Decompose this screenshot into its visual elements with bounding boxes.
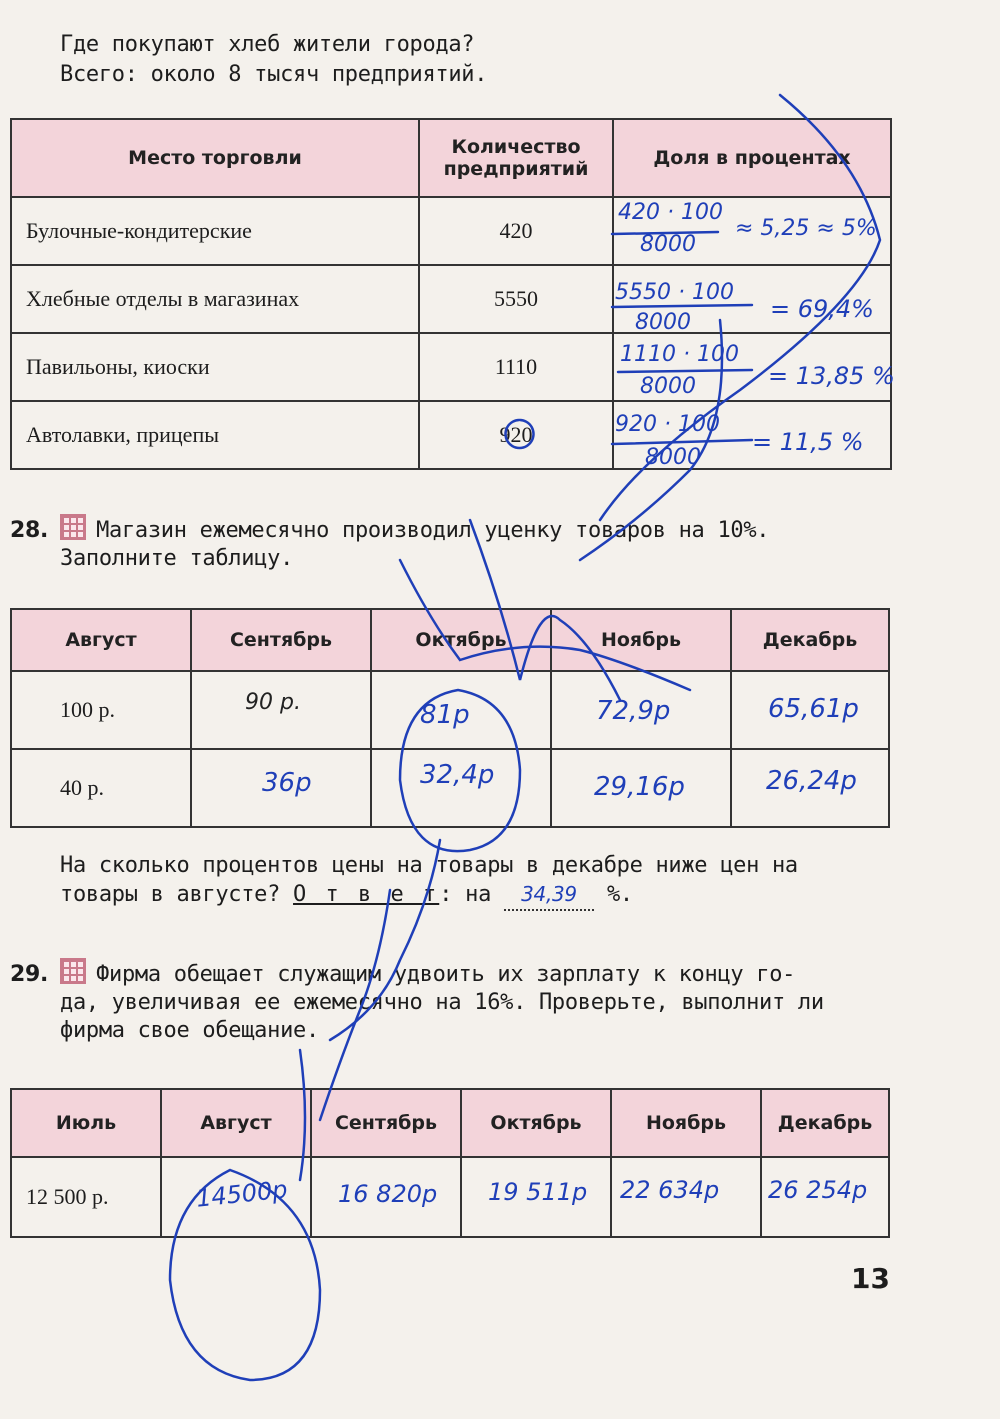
price-cell: 40 р.: [11, 749, 191, 827]
intro-question: Где покупают хлеб жители города?: [60, 32, 475, 57]
hw-salary: 16 820р: [338, 1180, 438, 1208]
hw-price: 29,16р: [594, 772, 685, 802]
header-count: Количество предприятий: [419, 119, 613, 197]
hw-price: 36р: [262, 768, 312, 798]
hw-salary: 22 634р: [620, 1176, 720, 1204]
hw-fraction-den: 8000: [645, 445, 701, 470]
circle-mark: [400, 690, 520, 851]
hw-fraction-num: 920 · 100: [615, 412, 720, 437]
task-text: да, увеличивая ее ежемесячно на 16%. Проверьте, выполнит ли: [60, 990, 824, 1015]
question-text: На сколько процентов цены на товары в декабре ниже цен на: [60, 853, 798, 878]
place-cell: Павильоны, киоски: [11, 333, 419, 401]
answer-prefix: : на: [439, 882, 492, 907]
hw-fraction-num: 5550 · 100: [615, 280, 734, 305]
fraction-bar: [618, 370, 752, 372]
page-number: 13: [851, 1262, 890, 1295]
task-text: фирма свое обещание.: [60, 1018, 319, 1043]
hw-price: 90 р.: [245, 690, 301, 715]
scribble-line: [300, 1050, 305, 1180]
hw-salary: 14500р: [194, 1175, 289, 1213]
hw-price: 65,61р: [768, 694, 859, 724]
place-cell: Булочные-кондитерские: [11, 197, 419, 265]
hw-fraction-result: = 13,85 %: [768, 362, 895, 390]
intro-total: Всего: около 8 тысяч предприятий.: [60, 62, 488, 87]
hw-fraction-den: 8000: [635, 310, 691, 335]
hw-price: 32,4р: [420, 760, 495, 790]
hw-fraction-den: 8000: [640, 232, 696, 257]
place-cell: Автолавки, прицепы: [11, 401, 419, 469]
header-month: Сентябрь: [191, 609, 371, 671]
hw-price: 72,9р: [596, 696, 671, 726]
header-place: Место торговли: [11, 119, 419, 197]
header-month: Декабрь: [761, 1089, 889, 1157]
question-text: товары в августе?: [60, 882, 281, 907]
hw-fraction-result: = 11,5 %: [752, 428, 864, 456]
task-number: 29.: [10, 962, 49, 987]
circle-mark: [170, 1170, 320, 1380]
count-cell: 420: [419, 197, 613, 265]
answer-label: О т в е т: [293, 882, 440, 907]
count-cell: 920: [419, 401, 613, 469]
header-month: Сентябрь: [311, 1089, 461, 1157]
scribble-line: [330, 840, 440, 1040]
fraction-bar: [612, 440, 752, 444]
header-month: Июль: [11, 1089, 161, 1157]
hw-fraction-num: 420 · 100: [618, 200, 723, 225]
answer-suffix: %.: [606, 882, 633, 907]
hw-fraction-result: ≈ 5,25 ≈ 5%: [735, 216, 877, 241]
task-text: Фирма обещает служащим удвоить их зарплату к концу го-: [96, 962, 796, 987]
header-month: Ноябрь: [611, 1089, 761, 1157]
scribble-line: [400, 560, 690, 690]
header-month: Декабрь: [731, 609, 889, 671]
answer-value: 34,39: [521, 882, 577, 906]
header-month: Ноябрь: [551, 609, 731, 671]
fraction-bar: [612, 232, 718, 234]
hw-price: 26,24р: [766, 766, 857, 796]
header-month: Октябрь: [371, 609, 551, 671]
task-text: Заполните таблицу.: [60, 546, 294, 571]
price-cell: 100 р.: [11, 671, 191, 749]
header-month: Август: [11, 609, 191, 671]
salary-cell: 12 500 р.: [11, 1157, 161, 1237]
task-number: 28.: [10, 518, 49, 543]
header-month: Октябрь: [461, 1089, 611, 1157]
hw-salary: 19 511р: [488, 1178, 588, 1206]
scribble-line: [580, 320, 722, 560]
count-cell: 1110: [419, 333, 613, 401]
task-text: Магазин ежемесячно производил уценку товаров на 10%.: [96, 518, 770, 543]
circle-mark: [506, 420, 534, 448]
scribble-line: [320, 890, 390, 1120]
place-cell: Хлебные отделы в магазинах: [11, 265, 419, 333]
header-percent: Доля в процентах: [613, 119, 891, 197]
hw-fraction-result: = 69,4%: [770, 295, 874, 323]
hw-price: 81р: [420, 700, 470, 730]
fraction-bar: [612, 305, 752, 307]
count-cell: 5550: [419, 265, 613, 333]
hw-fraction-num: 1110 · 100: [620, 342, 739, 367]
hw-fraction-den: 8000: [640, 374, 696, 399]
hw-salary: 26 254р: [768, 1176, 868, 1204]
header-month: Август: [161, 1089, 311, 1157]
